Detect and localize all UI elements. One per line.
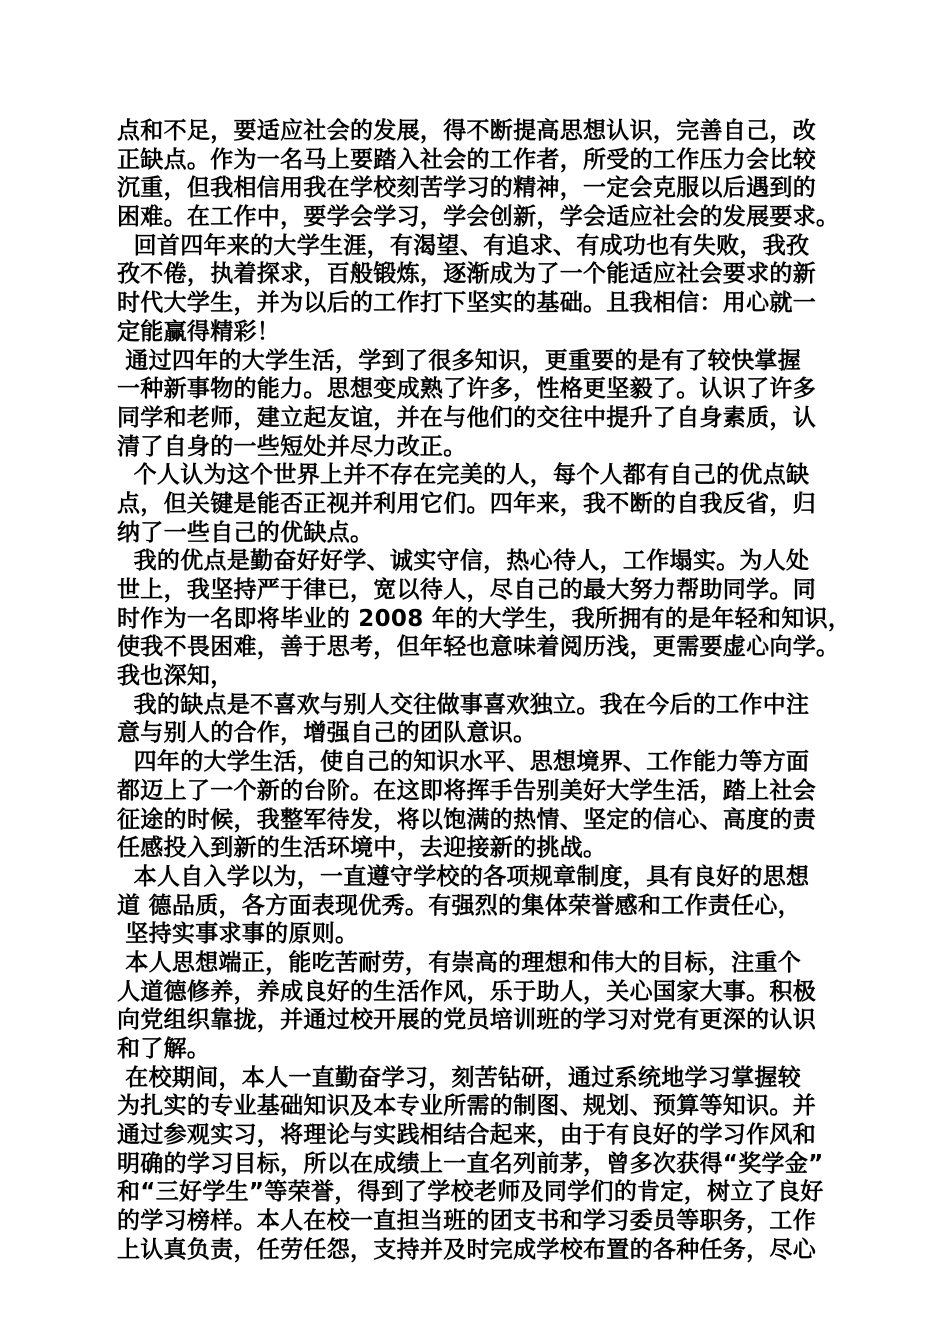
text-line: 四年的大学生活，使自己的知识水平、思想境界、工作能力等方面 xyxy=(117,749,810,776)
text-line: 本人思想端正，能吃苦耐劳，有崇高的理想和伟大的目标，注重个 xyxy=(117,949,802,976)
text-line: 时作为一名即将毕业的 2008 年的大学生，我所拥有的是年轻和知识， xyxy=(117,605,852,632)
text-line: 时代大学生，并为以后的工作打下坚实的基础。且我相信：用心就一 xyxy=(117,290,816,317)
text-line: 和了解。 xyxy=(117,1036,211,1062)
text-line: 世上，我坚持严于律已，宽以待人，尽自己的最大努力帮助同学。同 xyxy=(117,577,816,603)
text-line: 我的优点是勤奋好好学、诚实守信，热心待人，工作塌实。为人处 xyxy=(117,548,810,575)
text-line: 点，但关键是能否正视并利用它们。四年来，我不断的自我反省，归 xyxy=(117,490,816,517)
text-line: 上认真负责，任劳任怨，支持并及时完成学校布置的各种任务，尽心 xyxy=(117,1236,816,1263)
text-line: 孜不倦，执着探求，百般锻炼，逐渐成为了一个能适应社会要求的新 xyxy=(117,261,816,288)
text-line: 通过参观实习，将理论与实践相结合起来，由于有良好的学习作风和 xyxy=(117,1122,816,1149)
text-line: 本人自入学以为，一直遵守学校的各项规章制度，具有良好的思想 xyxy=(117,863,810,890)
text-line: 我也深知， xyxy=(117,663,234,690)
text-line: 都迈上了一个新的台阶。在这即将挥手告别美好大学生活，踏上社会 xyxy=(117,777,816,804)
text-line: 正缺点。作为一名马上要踏入社会的工作者，所受的工作压力会比较 xyxy=(117,146,816,173)
text-line: 沉重，但我相信用我在学校刻苦学习的精神，一定会克服以后遇到的 xyxy=(117,175,816,202)
text-line: 同学和老师，建立起友谊，并在与他们的交往中提升了自身素质，认 xyxy=(117,404,816,431)
text-line: 道 德品质，各方面表现优秀。有强烈的集体荣誉感和工作责任心， xyxy=(117,892,802,919)
document-body-text xyxy=(117,117,852,1265)
text-line: 为扎实的专业基础知识及本专业所需的制图、规划、预算等知识。并 xyxy=(117,1093,816,1120)
text-line: 在校期间，本人一直勤奋学习，刻苦钻研，通过系统地学习掌握较 xyxy=(117,1064,802,1091)
text-line: 定能赢得精彩！ xyxy=(117,318,281,345)
text-line: 清了自身的一些短处并尽力改正。 xyxy=(117,433,467,460)
text-line: 坚持实事求事的原则。 xyxy=(117,921,359,948)
text-line: 通过四年的大学生活，学到了很多知识，更重要的是有了较快掌握 xyxy=(117,347,802,374)
text-line: 我的缺点是不喜欢与别人交往做事喜欢独立。我在今后的工作中注 xyxy=(117,691,810,718)
text-line: 一种新事物的能力。思想变成熟了许多，性格更坚毅了。认识了许多 xyxy=(117,376,816,403)
text-line: 点和不足，要适应社会的发展，得不断提高思想认识，完善自己，改 xyxy=(117,118,816,144)
text-line: 和“三好学生”等荣誉，得到了学校老师及同学们的肯定，树立了良好 xyxy=(117,1179,824,1206)
text-line: 明确的学习目标，所以在成绩上一直名列前茅，曾多次获得“奖学金” xyxy=(117,1150,824,1177)
text-line: 意与别人的合作，增强自己的团队意识。 xyxy=(117,720,537,747)
text-line: 的学习榜样。本人在校一直担当班的团支书和学习委员等职务，工作 xyxy=(117,1208,816,1235)
text-line: 使我不畏困难，善于思考，但年轻也意味着阅历浅，更需要虚心向学。 xyxy=(117,634,840,661)
text-line: 向党组织靠拢，并通过校开展的党员培训班的学习对党有更深的认识 xyxy=(117,1007,816,1034)
text-line: 任感投入到新的生活环境中，去迎接新的挑战。 xyxy=(117,835,607,862)
text-line: 纳了一些自己的优缺点。 xyxy=(117,519,374,546)
text-line: 个人认为这个世界上并不存在完美的人，每个人都有自己的优点缺 xyxy=(117,462,810,489)
text-line: 困难。在工作中，要学会学习，学会创新，学会适应社会的发展要求。 xyxy=(117,204,840,231)
text-line: 回首四年来的大学生涯，有渴望、有追求、有成功也有失败，我孜 xyxy=(117,232,810,259)
text-line: 人道德修养，养成良好的生活作风，乐于助人，关心国家大事。积极 xyxy=(117,978,816,1005)
text-line: 征途的时候，我整军待发，将以饱满的热情、坚定的信心、高度的责 xyxy=(117,806,816,833)
